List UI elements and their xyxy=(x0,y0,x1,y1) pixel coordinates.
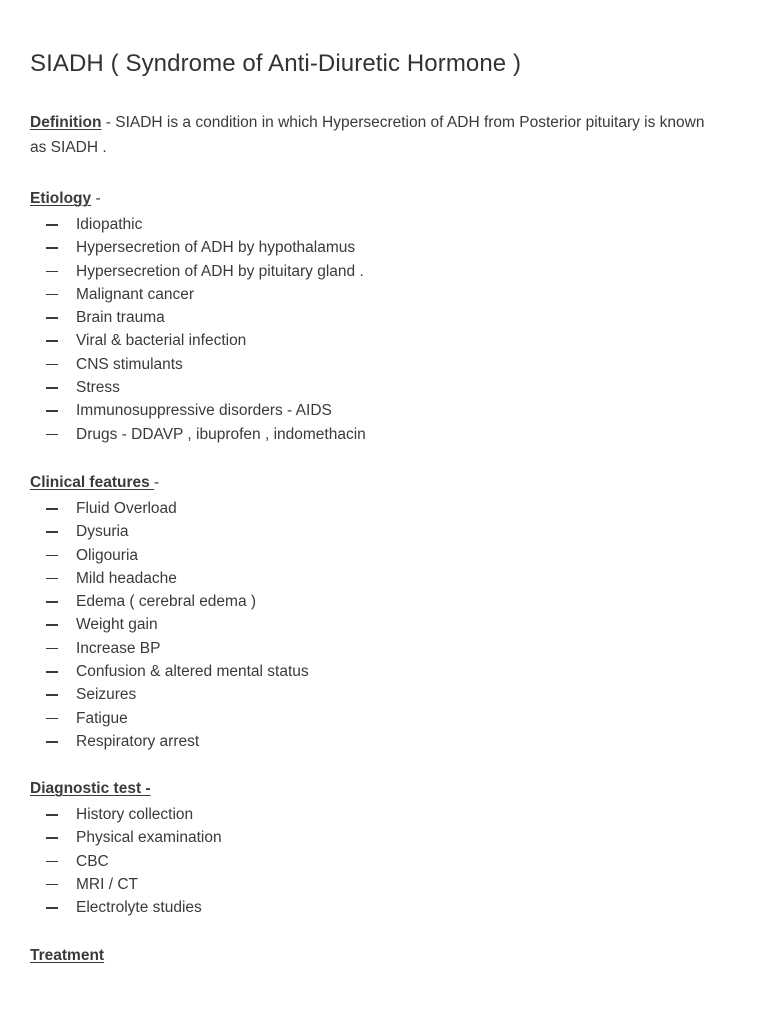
list-item-text: Seizures xyxy=(76,686,137,704)
etiology-heading-line xyxy=(30,187,730,211)
dash-bullet xyxy=(46,601,58,603)
dash-bullet xyxy=(46,814,58,816)
list-item xyxy=(30,520,730,543)
list-item-text: Malignant cancer xyxy=(76,285,195,303)
dash-bullet xyxy=(46,578,58,580)
definition-heading: Definition xyxy=(30,114,102,131)
clinical-features-heading: Clinical features xyxy=(30,474,155,491)
list-item-text: Hypersecretion of ADH by pituitary gland . xyxy=(76,262,364,280)
list-item xyxy=(30,376,730,399)
dash-bullet xyxy=(46,410,58,412)
list-item xyxy=(30,637,730,660)
list-item-text: Mild headache xyxy=(76,569,177,587)
list-item xyxy=(30,306,730,329)
list-item-text: Respiratory arrest xyxy=(76,732,200,750)
list-item xyxy=(30,590,730,613)
dash-bullet xyxy=(46,434,58,436)
list-item xyxy=(30,683,730,706)
dash-bullet xyxy=(46,224,58,226)
list-item xyxy=(30,567,730,590)
list-item xyxy=(30,850,730,873)
list-item xyxy=(30,826,730,849)
list-item-text: Idiopathic xyxy=(76,216,143,233)
list-item xyxy=(30,803,730,826)
list-item xyxy=(30,660,730,683)
list-item-text: Confusion & altered mental status xyxy=(76,663,309,681)
diagnostic-test-heading: Diagnostic test - xyxy=(30,780,151,797)
dash-bullet xyxy=(46,884,58,886)
clinical-features-heading-line xyxy=(30,471,730,495)
list-item-text: Weight gain xyxy=(76,616,158,634)
page-title: SIADH ( Syndrome of Anti-Diuretic Hormone ) xyxy=(30,50,522,77)
etiology-list xyxy=(30,213,730,446)
list-item-text: Hypersecretion of ADH by hypothalamus xyxy=(76,239,356,257)
list-item xyxy=(30,213,730,236)
treatment-heading-line xyxy=(30,944,730,968)
list-item-text: History collection xyxy=(76,806,194,823)
list-item-text: CBC xyxy=(76,852,109,870)
etiology-heading: Etiology xyxy=(30,190,92,207)
list-item-text: Brain trauma xyxy=(76,309,165,327)
list-item xyxy=(30,730,730,753)
clinical-features-heading-suffix: - xyxy=(154,474,160,491)
list-item xyxy=(30,497,730,520)
dash-bullet xyxy=(46,294,58,296)
etiology-section xyxy=(30,187,730,446)
list-item-text: Drugs - DDAVP , ibuprofen , indomethacin xyxy=(76,425,366,443)
dash-bullet xyxy=(46,340,58,342)
treatment-heading: Treatment xyxy=(30,947,105,964)
clinical-features-list xyxy=(30,497,730,753)
definition-text: - SIADH is a condition in which Hypersecretion of ADH from Posterior pituitary is known as SIADH . xyxy=(30,114,705,156)
list-item-text: Stress xyxy=(76,379,120,397)
dash-bullet xyxy=(46,694,58,696)
list-item-text: Fluid Overload xyxy=(76,500,177,517)
list-item-text: Viral & bacterial infection xyxy=(76,332,247,350)
dash-bullet xyxy=(46,837,58,839)
dash-bullet xyxy=(46,741,58,743)
dash-bullet xyxy=(46,907,58,909)
list-item-text: CNS stimulants xyxy=(76,355,183,373)
list-item xyxy=(30,353,730,376)
dash-bullet xyxy=(46,271,58,273)
list-item-text: Immunosuppressive disorders - AIDS xyxy=(76,402,332,420)
dash-bullet xyxy=(46,718,58,720)
dash-bullet xyxy=(46,671,58,673)
list-item xyxy=(30,399,730,422)
list-item-text: Fatigue xyxy=(76,709,128,727)
dash-bullet xyxy=(46,387,58,389)
dash-bullet xyxy=(46,648,58,650)
list-item xyxy=(30,283,730,306)
dash-bullet xyxy=(46,364,58,366)
list-item-text: Edema ( cerebral edema ) xyxy=(76,593,257,611)
dash-bullet xyxy=(46,861,58,863)
diagnostic-test-section xyxy=(30,777,730,919)
dash-bullet xyxy=(46,508,58,510)
dash-bullet xyxy=(46,555,58,557)
diagnostic-test-list xyxy=(30,803,730,919)
list-item xyxy=(30,896,730,919)
list-item-text: Electrolyte studies xyxy=(76,899,202,917)
list-item xyxy=(30,260,730,283)
list-item xyxy=(30,329,730,352)
diagnostic-test-heading-line xyxy=(30,777,730,801)
clinical-features-section xyxy=(30,471,730,753)
dash-bullet xyxy=(46,531,58,533)
dash-bullet xyxy=(46,624,58,626)
dash-bullet xyxy=(46,247,58,249)
list-item xyxy=(30,544,730,567)
list-item xyxy=(30,236,730,259)
etiology-heading-suffix: - xyxy=(91,190,101,207)
list-item-text: Dysuria xyxy=(76,523,129,541)
dash-bullet xyxy=(46,317,58,319)
list-item xyxy=(30,873,730,896)
list-item xyxy=(30,423,730,446)
list-item xyxy=(30,707,730,730)
list-item-text: Increase BP xyxy=(76,639,161,657)
list-item-text: MRI / CT xyxy=(76,875,138,893)
list-item-text: Physical examination xyxy=(76,829,222,847)
list-item-text: Oligouria xyxy=(76,546,139,564)
treatment-section xyxy=(30,944,730,968)
list-item xyxy=(30,613,730,636)
definition-paragraph xyxy=(30,110,720,160)
